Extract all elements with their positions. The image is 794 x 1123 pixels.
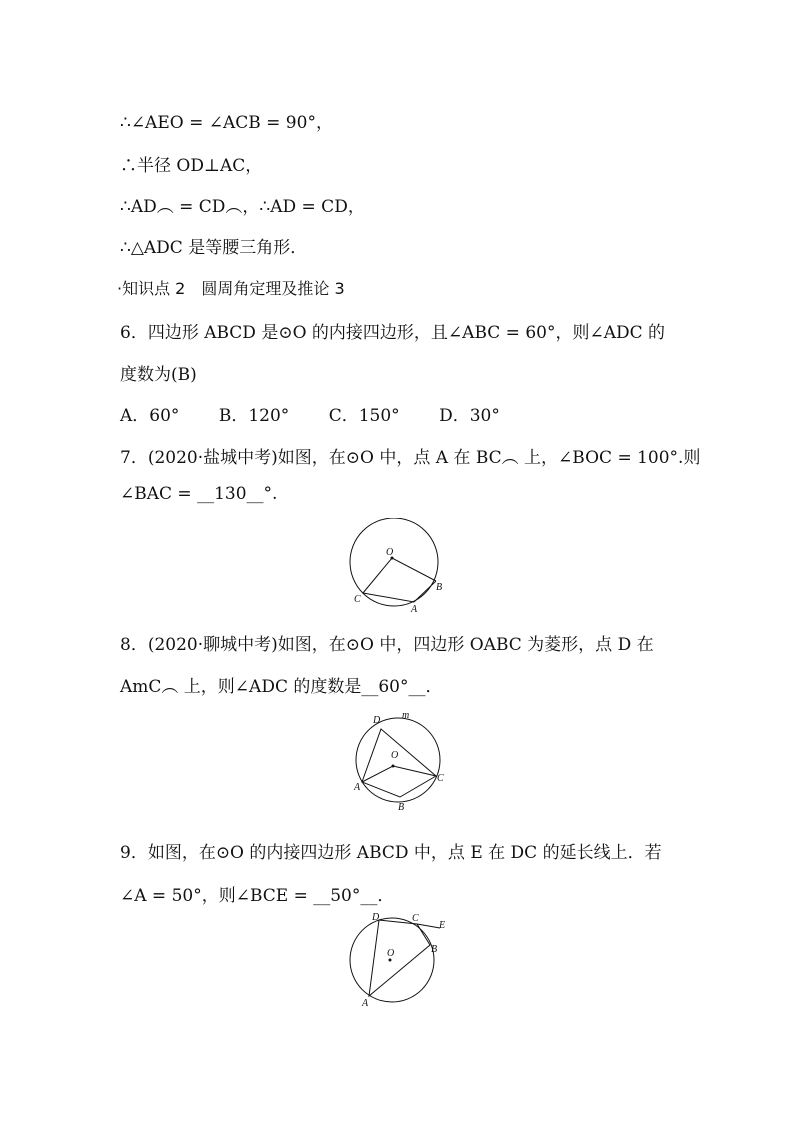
proof-line-2: ∴半径 OD⊥AC， [120,156,263,176]
figure-8-circle-diagram [348,708,450,814]
question-6-stem-cont: 度数为(B) [120,365,197,385]
label-o: O [391,750,399,761]
section-heading: ·知识点 2 圆周角定理及推论 3 [117,279,345,298]
option-a: A．60° [120,406,180,426]
label-a: A [354,782,361,793]
label-d: D [373,715,381,726]
proof-line-4: ∴△ADC 是等腰三角形． [120,238,308,258]
option-d: D．30° [439,406,500,426]
question-6-stem: 6．四边形 ABCD 是⊙O 的内接四边形，且∠ABC = 60°，则∠ADC 的 [120,323,666,343]
question-7-stem: 7．(2020·盐城中考)如图，在⊙O 中，点 A 在 BC︵ 上，∠BOC = 100°.则 [120,448,701,468]
question-6-options [120,401,534,426]
label-o: O [386,547,394,558]
label-b: B [436,582,443,593]
option-c: C．150° [328,406,400,426]
question-7-answer: ∠BAC = __130__°. [120,484,278,504]
proof-line-1: ∴∠AEO = ∠ACB = 90°， [120,113,333,133]
question-8-stem: 8．(2020·聊城中考)如图，在⊙O 中，四边形 OABC 为菱形，点 D 在 [120,635,654,655]
label-c: C [412,913,419,924]
label-o: O [387,948,395,959]
figure-9-circle-diagram [344,910,454,1010]
question-9-answer: ∠A = 50°，则∠BCE = __50°__． [120,886,395,906]
label-b: B [431,944,438,955]
label-a: A [411,604,418,614]
label-e: E [439,920,446,931]
label-d: D [372,912,380,923]
label-c: C [354,594,361,605]
proof-line-3: ∴AD︵ = CD︵，∴AD = CD， [120,197,365,217]
question-9-stem: 9．如图，在⊙O 的内接四边形 ABCD 中，点 E 在 DC 的延长线上．若 [120,843,662,863]
label-c: C [437,773,444,784]
figure-7-circle-diagram [348,518,448,614]
label-a: A [362,998,369,1009]
question-8-answer: AmC︵ 上，则∠ADC 的度数是__60°__． [120,677,443,697]
label-b: B [398,802,405,813]
label-m: m [402,710,410,721]
option-b: B．120° [218,406,290,426]
